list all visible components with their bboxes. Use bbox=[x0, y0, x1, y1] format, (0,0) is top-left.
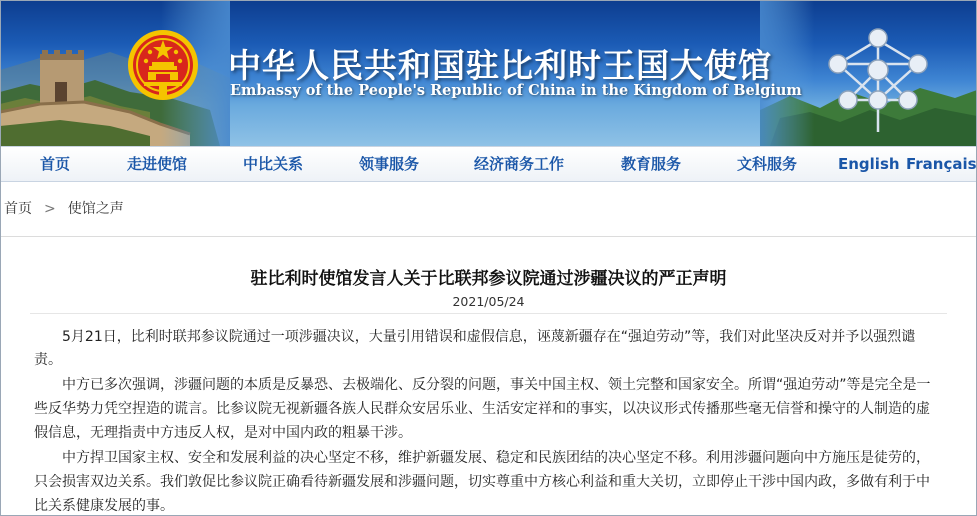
breadcrumb-separator: > bbox=[44, 201, 56, 217]
article-paragraph-line: 责。 bbox=[34, 352, 62, 368]
article-title: 驻比利时使馆发言人关于比联邦参议院通过涉疆决议的严正声明 bbox=[250, 269, 727, 289]
article-divider bbox=[30, 313, 947, 314]
breadcrumb-current[interactable]: 使馆之声 bbox=[67, 201, 124, 217]
nav-item-about[interactable]: 走进使馆 bbox=[127, 155, 188, 173]
nav-item-relations[interactable]: 中比关系 bbox=[243, 155, 304, 173]
site-title-english: Embassy of the People's Republic of China in the Kingdom of Belgium bbox=[230, 82, 802, 99]
article-paragraph-line: 只会损害双边关系。我们敦促比参议院正确看待新疆发展和涉疆问题，切实尊重中方核心利益和重大关切，立即停止干涉中国内政，多做有利于中 bbox=[34, 474, 930, 490]
nav-item-francais[interactable]: Français bbox=[906, 155, 977, 173]
article-date: 2021/05/24 bbox=[452, 294, 525, 309]
breadcrumb bbox=[4, 198, 124, 218]
atomium-image bbox=[760, 0, 977, 146]
national-emblem-icon bbox=[126, 28, 200, 102]
article-paragraph-line: 中方已多次强调，涉疆问题的本质是反暴恐、去极端化、反分裂的问题，事关中国主权、领土完整和国家安全。所谓“强迫劳动”等是完全是一 bbox=[62, 377, 931, 393]
nav-item-education[interactable]: 教育服务 bbox=[621, 155, 682, 173]
nav-item-consular[interactable]: 领事服务 bbox=[359, 155, 420, 173]
article-paragraph-line: 5月21日，比利时联邦参议院通过一项涉疆决议，大量引用错误和虚假信息，诬蔑新疆存在“强迫劳动”等，我们对此坚决反对并予以强烈谴 bbox=[62, 329, 916, 345]
article-paragraph-line: 中方捍卫国家主权、安全和发展利益的决心坚定不移，维护新疆发展、稳定和民族团结的决心坚定不移。利用涉疆问题向中方施压是徒劳的， bbox=[62, 450, 930, 466]
header-banner bbox=[0, 0, 977, 146]
breadcrumb-divider bbox=[0, 236, 977, 237]
nav-item-english[interactable]: English bbox=[838, 155, 900, 173]
article-paragraph-line: 比关系健康发展的事。 bbox=[34, 498, 174, 514]
nav-item-culture[interactable]: 文科服务 bbox=[737, 155, 798, 173]
main-navigation bbox=[0, 146, 977, 182]
breadcrumb-home[interactable]: 首页 bbox=[4, 201, 32, 217]
site-title-chinese: 中华人民共和国驻比利时王国大使馆 bbox=[228, 46, 772, 85]
nav-item-economic[interactable]: 经济商务工作 bbox=[474, 155, 565, 173]
article-paragraph-line: 假信息，无理指责中方违反人权，是对中国内政的粗暴干涉。 bbox=[34, 425, 412, 441]
article-paragraph-line: 些反华势力凭空捏造的谎言。比参议院无视新疆各族人民群众安居乐业、生活安定祥和的事实，以决议形式传播那些毫无信誉和操守的人制造的虚 bbox=[34, 401, 930, 417]
nav-item-home[interactable]: 首页 bbox=[40, 155, 71, 173]
